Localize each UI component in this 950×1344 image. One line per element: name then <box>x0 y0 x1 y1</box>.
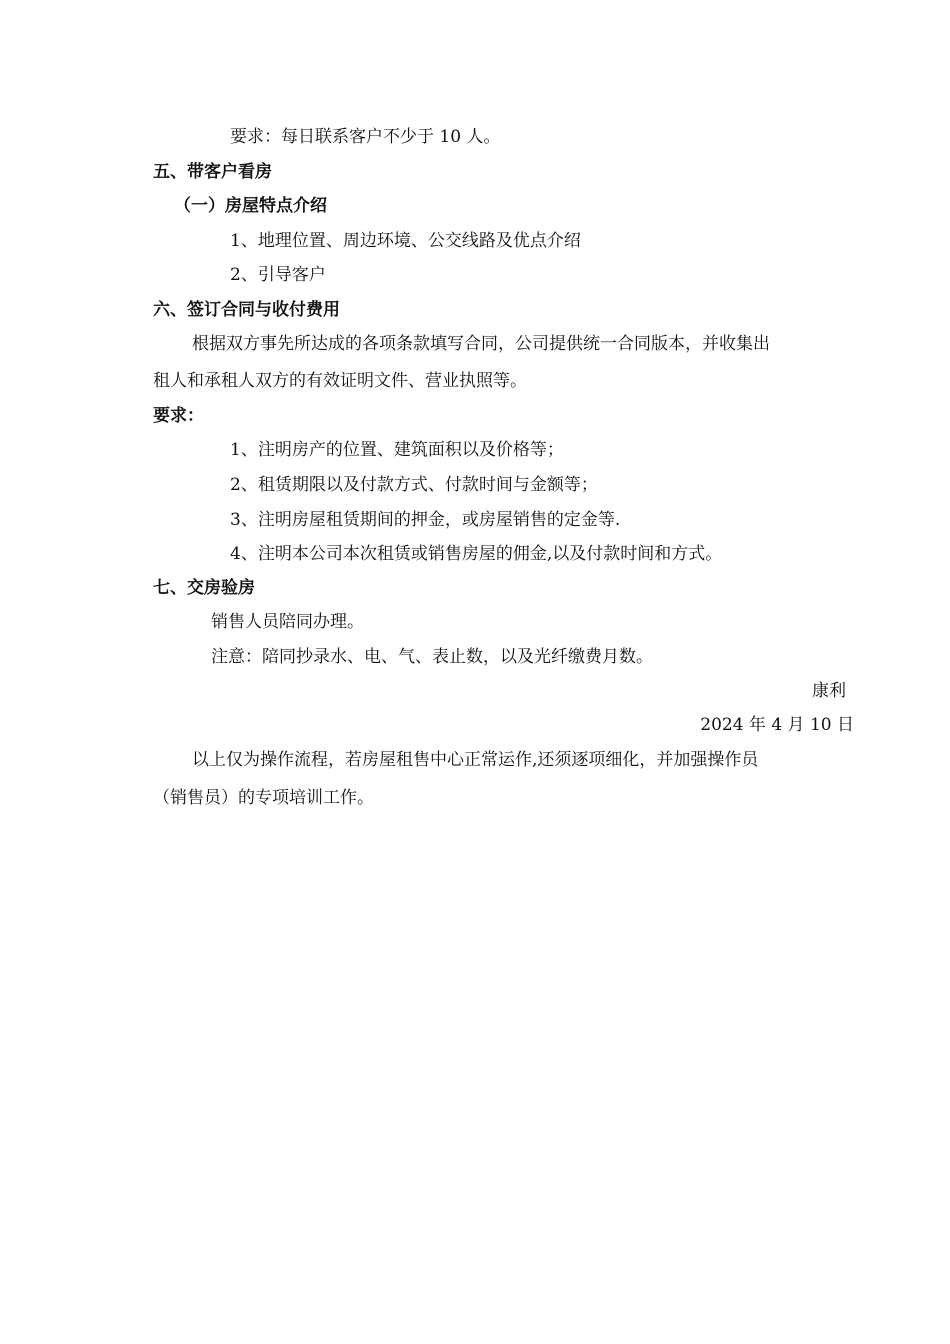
list-item: 4、注明本公司本次租赁或销售房屋的佣金,以及付款时间和方式。 <box>230 544 723 564</box>
date: 2024 年 4 月 10 日 <box>700 715 854 735</box>
closing-paragraph-line: 以上仅为操作流程，若房屋租售中心正常运作,还须逐项细化，并加强操作员 <box>192 750 759 770</box>
paragraph-line: 租人和承租人双方的有效证明文件、营业执照等。 <box>153 371 527 391</box>
paragraph-line: 注意：陪同抄录水、电、气、表止数，以及光纤缴费月数。 <box>211 647 653 667</box>
subsection-heading: （一）房屋特点介绍 <box>174 196 327 216</box>
requirement-line: 要求：每日联系客户不少于 10 人。 <box>230 127 501 147</box>
requirements-label: 要求： <box>153 406 204 426</box>
closing-paragraph-line: （销售员）的专项培训工作。 <box>153 788 374 808</box>
list-item: 2、租赁期限以及付款方式、付款时间与金额等； <box>230 475 598 495</box>
list-item: 3、注明房屋租赁期间的押金，或房屋销售的定金等. <box>230 510 621 530</box>
list-item: 1、注明房产的位置、建筑面积以及价格等； <box>230 440 564 460</box>
section-heading-6: 六、签订合同与收付费用 <box>153 300 340 320</box>
paragraph-line: 根据双方事先所达成的各项条款填写合同，公司提供统一合同版本，并收集出 <box>192 334 770 354</box>
list-item: 1、地理位置、周边环境、公交线路及优点介绍 <box>230 231 581 251</box>
section-heading-7: 七、交房验房 <box>153 578 255 598</box>
list-item: 2、引导客户 <box>230 265 326 285</box>
signature: 康利 <box>812 681 846 701</box>
section-heading-5: 五、带客户看房 <box>153 162 272 182</box>
paragraph-line: 销售人员陪同办理。 <box>211 612 364 632</box>
